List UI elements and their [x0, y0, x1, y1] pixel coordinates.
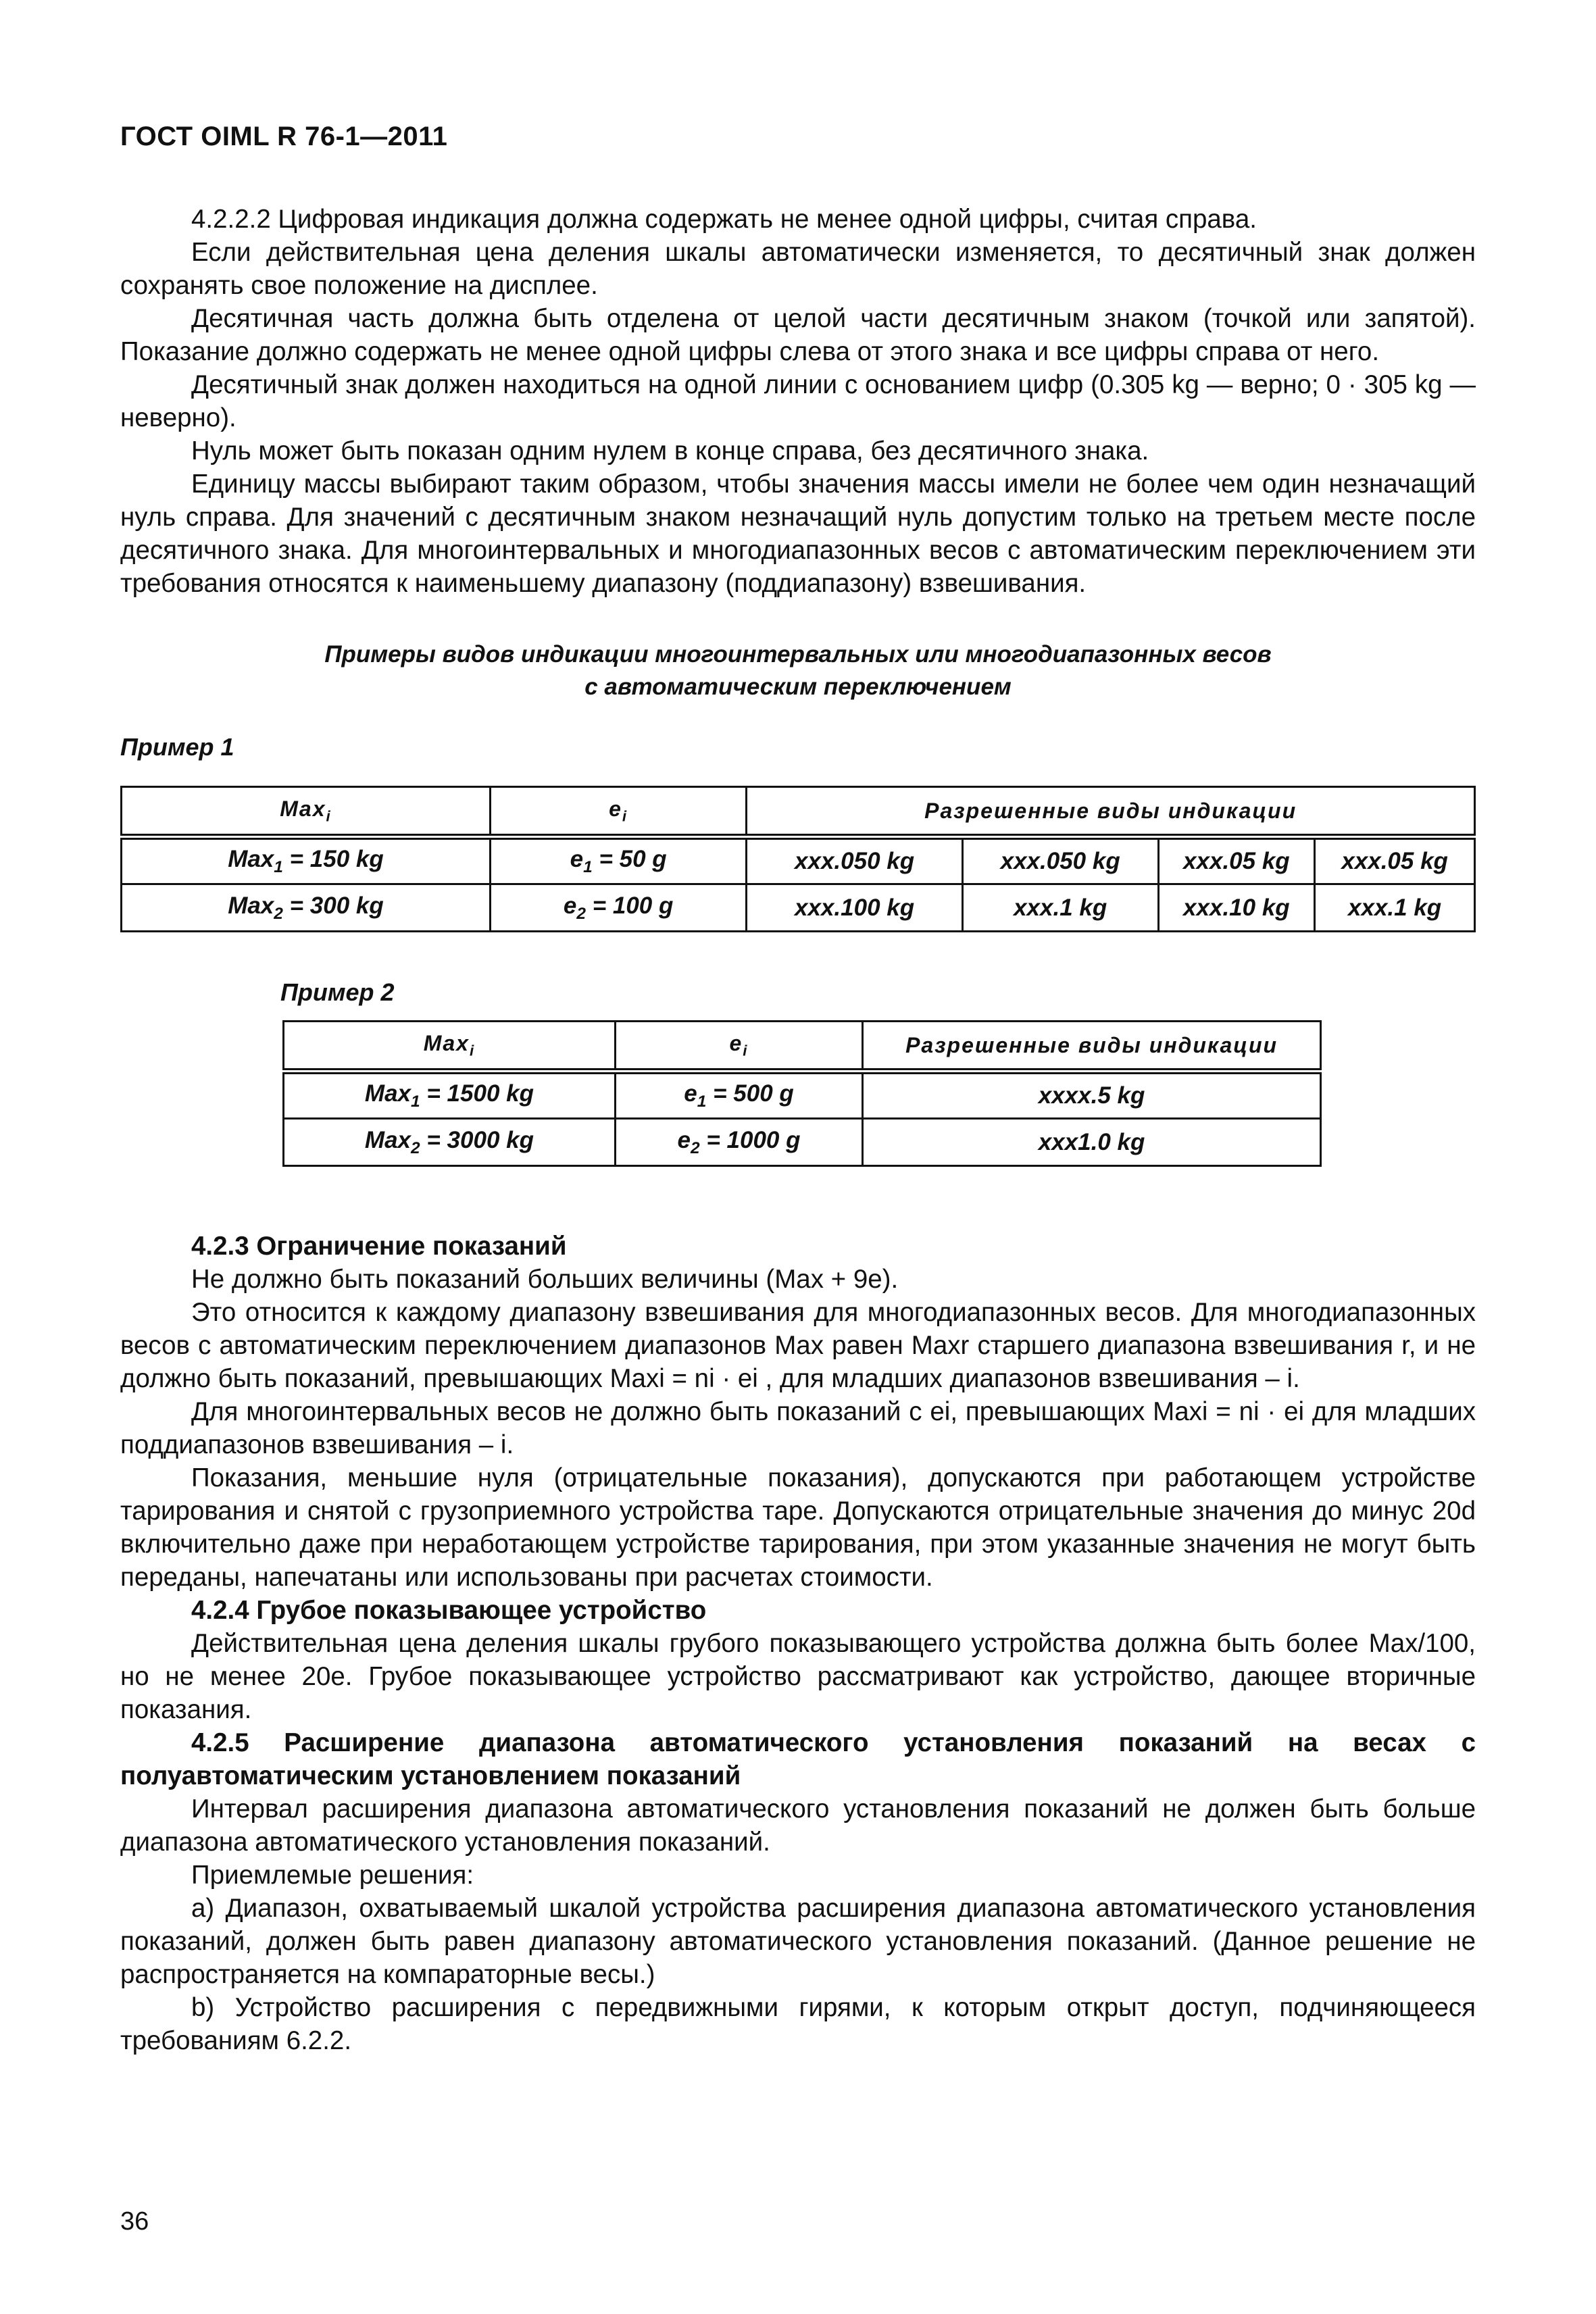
cell-e: $e_2 = 1000$ g	[615, 1119, 862, 1166]
cell-e: $e_1 = 500$ g	[615, 1072, 862, 1119]
paragraph: Десятичный знак должен находиться на одной линии с основанием цифр (0.305 kg — верно; 0 · 305 kg — неверно).	[120, 370, 1476, 432]
paragraph: 4.2.2.2 Цифровая индикация должна содержать не менее одной цифры, считая справа.	[191, 205, 1257, 234]
cell-indication: xxx.050 kg	[962, 837, 1158, 884]
example2-label: Пример 2	[280, 978, 395, 1006]
paragraph: а) Диапазон, охватываемый шкалой устройства расширения диапазона автоматического установления показаний, должен быть равен диапазону автоматического установления показаний. (Данное решение не распространяется на компараторные весы.)	[120, 1894, 1476, 1989]
table-row	[122, 884, 1475, 932]
header-max: Max$_i$	[122, 787, 491, 837]
section-title: 4.2.4 Грубое показывающее устройство	[191, 1596, 707, 1625]
table-header-row	[122, 787, 1475, 837]
cell-e: $e_2 = 100$ g	[490, 884, 746, 932]
header-e: $e_i$	[490, 787, 746, 837]
caption-line: с автоматическим переключением	[584, 674, 1012, 700]
sections-text	[120, 1230, 1476, 2057]
paragraph: Это относится к каждому диапазону взвешивания для многодиапазонных весов. Для многодиапазонных весов с автоматическим переключением диапазонов Max равен Maxr старшего диапазона взвешивания r, и не должно быть показаний, превышающих Maxi = ni · ei , для младших диапазонов взвешивания – i.	[120, 1298, 1476, 1393]
paragraph: Не должно быть показаний больших величины (Max + 9e).	[191, 1265, 899, 1294]
cell-indication: xxx.100 kg	[747, 884, 963, 932]
paragraph: Нуль может быть показан одним нулем в конце справа, без десятичного знака.	[191, 436, 1149, 466]
table-row	[284, 1119, 1321, 1166]
paragraph: b) Устройство расширения с передвижными гирями, к которым открыт доступ, подчиняющееся требованиям 6.2.2.	[120, 1993, 1476, 2055]
section-title: 4.2.5 Расширение диапазона автоматического установления показаний на весах с полуавтоматическим установлением показаний	[120, 1728, 1476, 1790]
examples-caption	[120, 638, 1476, 703]
cell-indication: xxx.10 kg	[1158, 884, 1315, 932]
cell-max: Max$_1$ = 1500 kg	[284, 1072, 616, 1119]
paragraph: Интервал расширения диапазона автоматического установления показаний не должен быть больше диапазона автоматического установления показаний.	[120, 1794, 1476, 1857]
page-number: 36	[120, 2207, 149, 2236]
header-max: Max$_i$	[284, 1022, 616, 1072]
cell-indication: xxx.1 kg	[962, 884, 1158, 932]
table-row	[122, 837, 1475, 884]
paragraph: Показания, меньшие нуля (отрицательные показания), допускаются при работающем устройстве тарирования и снятой с грузоприемного устройства таре. Допускаются отрицательные значения до минус 20d включительно даже при неработающем устройстве тарирования, при этом указанные значения не могут быть переданы, напечатаны или использованы при расчетах стоимости.	[120, 1463, 1476, 1592]
table-row	[284, 1072, 1321, 1119]
paragraph: Действительная цена деления шкалы грубого показывающего устройства должна быть более Max/100, но не менее 20e. Грубое показывающее устройство рассматривают как устройство, дающее вторичные показания.	[120, 1629, 1476, 1724]
header-allowed: Разрешенные виды индикации	[863, 1022, 1321, 1072]
paragraph: Если действительная цена деления шкалы автоматически изменяется, то десятичный знак должен сохранять свое положение на дисплее.	[120, 238, 1476, 300]
example1-label: Пример 1	[120, 733, 234, 761]
caption-line: Примеры видов индикации многоинтервальных или многодиапазонных весов	[324, 641, 1272, 668]
cell-indication: xxxx.5 kg	[863, 1072, 1321, 1119]
paragraph: Единицу массы выбирают таким образом, чтобы значения массы имели не более чем один незначащий нуль справа. Для значений с десятичным знаком незначащий нуль допустим только на третьем месте после десятичного знака. Для многоинтервальных и многодиапазонных весов с автоматическим переключением эти требования относятся к наименьшему диапазону (поддиапазону) взвешивания.	[120, 470, 1476, 598]
cell-max: Max$_2$ = 3000 kg	[284, 1119, 616, 1166]
example2-table	[282, 1020, 1322, 1167]
intro-text	[120, 203, 1476, 600]
cell-indication: xxx1.0 kg	[863, 1119, 1321, 1166]
cell-max: Max$_1$ = 150 kg	[122, 837, 491, 884]
cell-indication: xxx.050 kg	[747, 837, 963, 884]
cell-max: Max$_2$ = 300 kg	[122, 884, 491, 932]
cell-indication: xxx.1 kg	[1315, 884, 1475, 932]
table-header-row	[284, 1022, 1321, 1072]
cell-e: $e_1 = 50$ g	[490, 837, 746, 884]
cell-indication: xxx.05 kg	[1158, 837, 1315, 884]
paragraph: Для многоинтервальных весов не должно быть показаний с ei, превышающих Maxi = ni · ei для младших поддиапазонов взвешивания – i.	[120, 1397, 1476, 1459]
document-header: ГОСТ OIML R 76-1—2011	[120, 122, 448, 151]
section-title: 4.2.3 Ограничение показаний	[191, 1232, 567, 1261]
header-e: $e_i$	[615, 1022, 862, 1072]
paragraph: Десятичная часть должна быть отделена от целой части десятичным знаком (точкой или запятой). Показание должно содержать не менее одной цифры слева от этого знака и все цифры справа от него.	[120, 304, 1476, 366]
paragraph: Приемлемые решения:	[191, 1861, 474, 1890]
cell-indication: xxx.05 kg	[1315, 837, 1475, 884]
header-allowed: Разрешенные виды индикации	[747, 787, 1475, 837]
example1-table	[120, 786, 1476, 932]
